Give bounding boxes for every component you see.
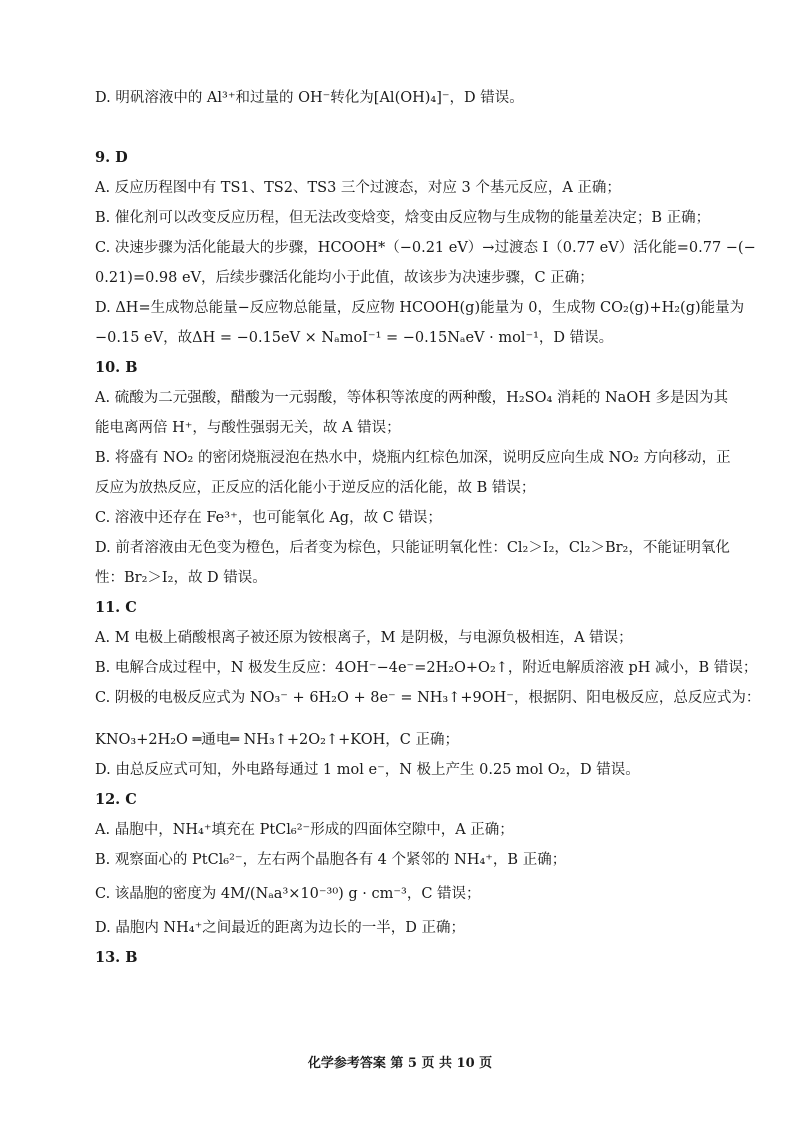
answer-line: B. 观察面心的 PtCl₆²⁻，左右两个晶胞各有 4 个紧邻的 NH₄⁺，B 正确；: [95, 852, 567, 868]
answer-line: D. 明矾溶液中的 Al³⁺和过量的 OH⁻转化为[Al(OH)₄]⁻，D 错误。: [95, 90, 524, 106]
answer-line: C. 溶液中还存在 Fe³⁺，也可能氧化 Ag，故 C 错误；: [95, 510, 442, 526]
answer-line: A. 硫酸为二元强酸，醋酸为一元弱酸，等体积等浓度的两种酸，H₂SO₄ 消耗的 NaOH 多是因为其: [95, 390, 728, 406]
answer-line: B. 电解合成过程中，N 极发生反应：4OH⁻−4e⁻=2H₂O+O₂↑，附近电解质溶液 pH 减小，B 错误；: [95, 660, 758, 676]
answer-line: A. M 电极上硝酸根离子被还原为铵根离子，M 是阴极，与电源负极相连，A 错误；: [95, 630, 633, 646]
answer-line: C. 该晶胞的密度为 4M/(Nₐa³×10⁻³⁰) g · cm⁻³，C 错误；: [95, 886, 481, 902]
answer-line: D. 晶胞内 NH₄⁺之间最近的距离为边长的一半，D 正确；: [95, 920, 465, 936]
question-number: 12. C: [95, 791, 137, 808]
answer-content: [95, 88, 761, 968]
question-number: 11. C: [95, 599, 137, 616]
page-footer: 化学参考答案 第 5 页 共 10 页: [307, 1056, 493, 1071]
answer-line: KNO₃+2H₂O ═通电═ NH₃↑+2O₂↑+KOH，C 正确；: [95, 732, 459, 748]
answer-line: −0.15 eV，故ΔH = −0.15eV × NₐmoI⁻¹ = −0.15NₐeV · mol⁻¹，D 错误。: [95, 330, 614, 346]
answer-line: B. 将盛有 NO₂ 的密闭烧瓶浸泡在热水中，烧瓶内红棕色加深，说明反应向生成 NO₂ 方向移动，正: [95, 450, 731, 466]
answer-line: 反应为放热反应，正反应的活化能小于逆反应的活化能，故 B 错误；: [95, 480, 536, 496]
answer-line: D. ΔH=生成物总能量−反应物总能量，反应物 HCOOH(g)能量为 0，生成物 CO₂(g)+H₂(g)能量为: [95, 300, 745, 316]
answer-line: B. 催化剂可以改变反应历程，但无法改变焓变，焓变由反应物与生成物的能量差决定；B 正确；: [95, 210, 711, 226]
answer-line: 性：Br₂＞I₂，故 D 错误。: [95, 570, 267, 586]
answer-line: A. 反应历程图中有 TS1、TS2、TS3 三个过渡态，对应 3 个基元反应，A 正确；: [95, 180, 621, 196]
question-number: 13. B: [95, 949, 138, 966]
question-number: 9. D: [95, 149, 128, 166]
answer-line: 0.21)=0.98 eV，后续步骤活化能均小于此值，故该步为决速步骤，C 正确；: [95, 270, 594, 286]
answer-line: C. 决速步骤为活化能最大的步骤，HCOOH*（−0.21 eV）→过渡态 I（0.77 eV）活化能=0.77 −(−: [95, 240, 756, 256]
answer-line: D. 由总反应式可知，外电路每通过 1 mol e⁻，N 极上产生 0.25 mol O₂，D 错误。: [95, 762, 640, 778]
answer-line: 能电离两倍 H⁺，与酸性强弱无关，故 A 错误；: [95, 420, 401, 436]
question-number: 10. B: [95, 359, 138, 376]
answer-line: A. 晶胞中，NH₄⁺填充在 PtCl₆²⁻形成的四面体空隙中，A 正确；: [95, 822, 514, 838]
answer-line: D. 前者溶液由无色变为橙色，后者变为棕色，只能证明氧化性：Cl₂＞I₂，Cl₂＞Br₂，不能证明氧化: [95, 540, 730, 556]
answer-line: C. 阴极的电极反应式为 NO₃⁻ + 6H₂O + 8e⁻ = NH₃↑+9OH⁻，根据阴、阳电极反应，总反应式为：: [95, 690, 761, 706]
